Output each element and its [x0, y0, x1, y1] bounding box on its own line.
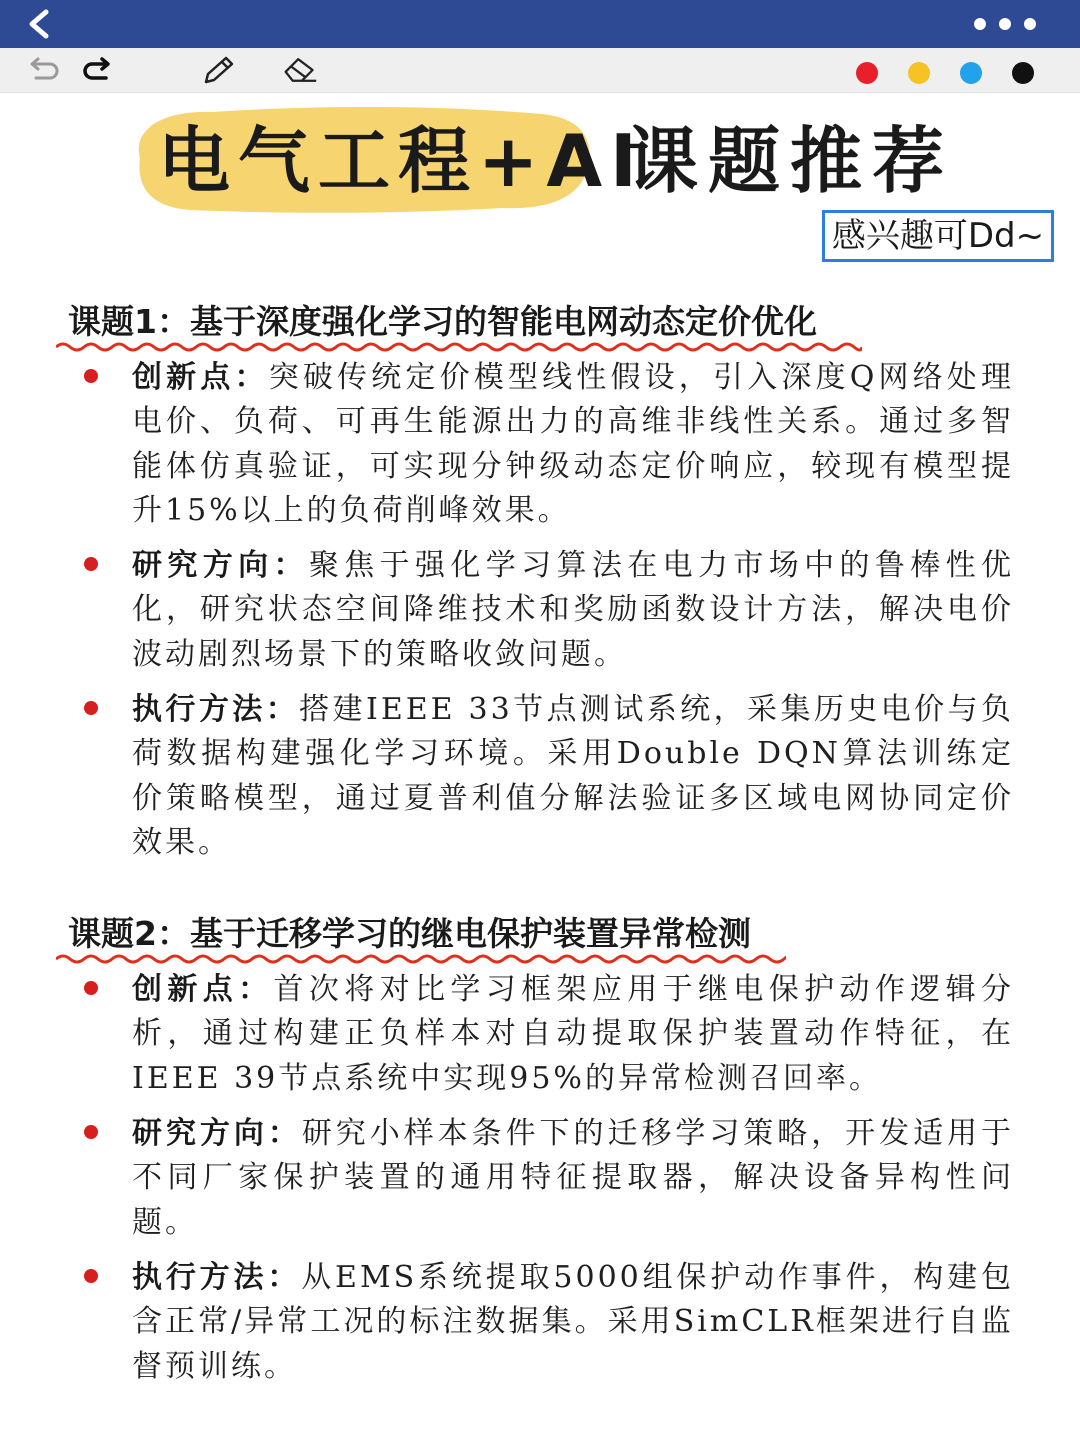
bullet-dot [84, 557, 98, 571]
top-nav-bar [0, 0, 1080, 48]
bullet-label: 研究方向： [132, 548, 309, 583]
color-swatch-black[interactable] [1012, 62, 1034, 84]
topic-1-bullet-method [84, 688, 1014, 865]
bullet-label: 研究方向： [132, 1116, 302, 1151]
topic-1-bullet-direction [84, 544, 1014, 677]
undo-icon[interactable] [24, 54, 60, 86]
redo-icon[interactable] [80, 54, 116, 86]
interest-tag: 感兴趣可Dd~ [822, 210, 1054, 262]
topic-1-bullet-innovation [84, 356, 1014, 533]
color-swatch-red[interactable] [856, 62, 878, 84]
bullet-dot [84, 981, 98, 995]
bullet-text: 研究小样本条件下的迁移学习策略，开发适用于不同厂家保护装置的通用特征提取器，解决设备异构性问题。 [132, 1116, 1015, 1240]
color-swatch-yellow[interactable] [908, 62, 930, 84]
bullet-text: 首次将对比学习框架应用于继电保护动作逻辑分析，通过构建正负样本对自动提取保护装置动作特征，在IEEE 39节点系统中实现95%的异常检测召回率。 [132, 972, 1014, 1096]
eraser-icon[interactable] [282, 54, 318, 86]
bullet-text: 聚焦于强化学习算法在电力市场中的鲁棒性优化，研究状态空间降维技术和奖励函数设计方法，解决电价波动剧烈场景下的策略收敛问题。 [132, 548, 1014, 672]
bullet-dot [84, 1269, 98, 1283]
bullet-dot [84, 1125, 98, 1139]
bullet-label: 执行方法： [132, 692, 300, 727]
bullet-label: 创新点： [132, 360, 269, 395]
topic-1-heading: 课题1：基于深度强化学习的智能电网动态定价优化 [68, 302, 817, 341]
bullet-dot [84, 701, 98, 715]
wavy-underline [56, 952, 786, 966]
bullet-text: 突破传统定价模型线性假设，引入深度Q网络处理电价、负荷、可再生能源出力的高维非线性关系。通过多智能体仿真验证，可实现分钟级动态定价响应，较现有模型提升15%以上的负荷削峰效果。 [132, 360, 1014, 528]
more-options-icon[interactable] [970, 14, 1040, 34]
bullet-label: 执行方法： [132, 1260, 302, 1295]
color-swatch-blue[interactable] [960, 62, 982, 84]
page-title: 电气工程+AI [158, 119, 645, 203]
page-subtitle: 课题推荐 [626, 119, 955, 203]
bullet-dot [84, 369, 98, 383]
wavy-underline [56, 340, 862, 354]
bullet-text: 搭建IEEE 33节点测试系统，采集历史电价与负荷数据构建强化学习环境。采用Double DQN算法训练定价策略模型，通过夏普利值分解法验证多区域电网协同定价效果。 [132, 692, 1015, 860]
topic-2-bullet-method [84, 1256, 1014, 1389]
back-arrow-icon[interactable] [22, 8, 56, 40]
topic-2-heading: 课题2：基于迁移学习的继电保护装置异常检测 [68, 914, 751, 953]
topic-2-bullet-direction [84, 1112, 1014, 1245]
bullet-text: 从EMS系统提取5000组保护动作事件，构建包含正常/异常工况的标注数据集。采用SimCLR框架进行自监督预训练。 [132, 1260, 1014, 1384]
topic-2-bullet-innovation [84, 968, 1014, 1101]
bullet-label: 创新点： [132, 972, 274, 1007]
pencil-icon[interactable] [200, 54, 236, 86]
